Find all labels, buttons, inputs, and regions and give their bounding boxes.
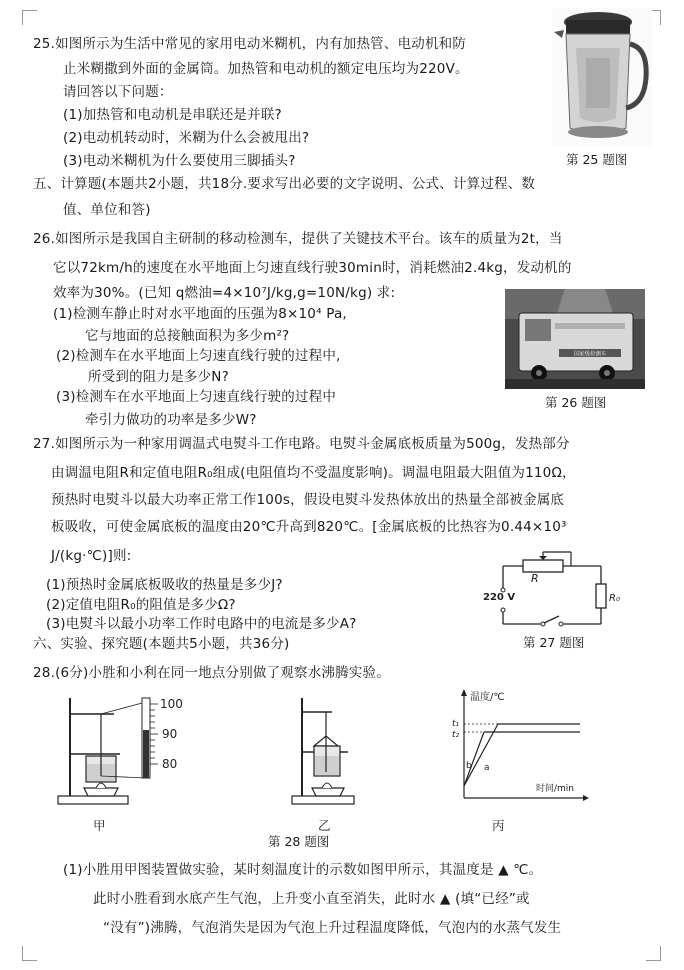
q28-sub-1b: 此时小胜看到水底产生气泡，上升变小直至消失，此时水 ▲ (填“已经”或 <box>93 891 530 907</box>
iron-circuit-diagram <box>483 548 633 638</box>
graph-y-axis-label: 温度/℃ <box>470 692 505 703</box>
q26-sub-1a: (1)检测车静止时对水平地面的压强为8×10⁴ Pa, <box>53 306 347 322</box>
figure-label-jia: 甲 <box>93 818 106 833</box>
q27-figure-caption: 第 27 题图 <box>523 635 585 650</box>
thermometer-tick-90: 90 <box>162 727 178 741</box>
q25-sub-1: (1)加热管和电动机是串联还是并联? <box>63 107 282 123</box>
thermometer-tick-80: 80 <box>162 757 178 771</box>
section6-heading: 六、实验、探究题(本题共5小题，共36分) <box>33 636 290 652</box>
q25-line-3: 请回答以下问题： <box>63 84 173 100</box>
figure-label-yi: 乙 <box>318 818 331 833</box>
figure-label-bing: 丙 <box>492 818 505 833</box>
apparatus-jia <box>56 690 196 810</box>
apparatus-yi <box>290 690 380 810</box>
q28-line-1: 28.(6分)小胜和小利在同一地点分别做了观察水沸腾实验。 <box>33 665 390 681</box>
q25-figure-caption: 第 25 题图 <box>566 152 628 167</box>
thermometer-tick-100: 100 <box>160 697 183 711</box>
q27-line-5: J/(kg·℃)]则: <box>51 548 132 564</box>
q28-figure-caption: 第 28 题图 <box>268 834 330 849</box>
q26-sub-2a: (2)检测车在水平地面上匀速直线行驶的过程中, <box>56 348 341 364</box>
q25-sub-2: (2)电动机转动时，米糊为什么会被甩出? <box>63 130 310 146</box>
graph-series-a-label: a <box>484 763 490 773</box>
graph-label-t1: t₁ <box>452 719 460 729</box>
rice-paste-machine-photo <box>552 8 652 146</box>
q26-sub-2b: 所受到的阻力是多少N? <box>88 369 229 385</box>
temperature-time-graph <box>440 686 590 812</box>
q25-sub-3: (3)电动米糊机为什么要使用三脚插头? <box>63 153 296 169</box>
circuit-label-220V: 220 V <box>483 592 516 603</box>
q25-line-2: 止米糊撒到外面的金属筒。加热管和电动机的额定电压均为220V。 <box>63 61 469 77</box>
section5-heading-line-2: 值、单位和答) <box>63 202 151 218</box>
graph-label-t2: t₂ <box>452 730 460 740</box>
q28-sub-1a: (1)小胜用甲图装置做实验，某时刻温度计的示数如图甲所示，其温度是 ▲ ℃。 <box>63 862 543 878</box>
graph-x-axis-label: 时间/min <box>536 784 575 794</box>
q27-line-2: 由调温电阻R和定值电阻R₀组成(电阻值均不受温度影响)。调温电阻最大阻值为110Ω， <box>51 465 576 481</box>
q27-sub-1: (1)预热时金属底板吸收的热量是多少J? <box>46 577 283 593</box>
q26-figure-caption: 第 26 题图 <box>545 395 607 410</box>
q28-sub-1c: “没有”)沸腾，气泡消失是因为气泡上升过程温度降低，气泡内的水蒸气发生 <box>103 920 562 936</box>
circuit-label-R: R <box>531 572 539 585</box>
graph-series-b-label: b <box>466 761 472 771</box>
q25-line-1: 25.如图所示为生活中常见的家用电动米糊机，内有加热管、电动机和防 <box>33 36 467 52</box>
q26-line-1: 26.如图所示是我国自主研制的移动检测车，提供了关键技术平台。该车的质量为2t，当 <box>33 231 563 247</box>
q27-sub-2: (2)定值电阻R₀的阻值是多少Ω? <box>46 597 236 613</box>
truck-side-text: 国家级检测车 <box>573 351 607 358</box>
crop-mark-bottom-left <box>22 946 37 961</box>
q26-line-2: 它以72km/h的速度在水平地面上匀速直线行驶30min时，消耗燃油2.4kg，发动机的 <box>53 260 572 276</box>
section5-heading-line-1: 五、计算题(本题共2小题，共18分.要求写出必要的文字说明、公式、计算过程、数 <box>33 176 536 192</box>
circuit-label-R0: R₀ <box>609 593 620 604</box>
graph-series-a-line <box>464 724 498 786</box>
q27-line-3: 预热时电熨斗以最大功率正常工作100s，假设电熨斗发热体放出的热量全部被金属底 <box>51 492 565 508</box>
graph-series-b-line <box>464 732 484 786</box>
q26-sub-1b: 它与地面的总接触面积为多少m²? <box>85 328 290 344</box>
crop-mark-bottom-right <box>646 946 661 961</box>
q26-sub-3b: 牵引力做功的功率是多少W? <box>85 412 257 428</box>
q27-line-1: 27.如图所示为一种家用调温式电熨斗工作电路。电熨斗金属底板质量为500g，发热部分 <box>33 436 570 452</box>
q27-line-4: 板吸收，可使金属底板的温度由20℃升高到820℃。[金属底板的比热容为0.44×10³ <box>51 519 567 535</box>
q26-line-3: 效率为30%。(已知 q燃油=4×10⁷J/kg,g=10N/kg) 求: <box>53 285 396 301</box>
q27-sub-3: (3)电熨斗以最小功率工作时电路中的电流是多少A? <box>46 616 357 632</box>
testing-vehicle-photo <box>505 289 645 389</box>
crop-mark-top-left <box>22 10 37 25</box>
q26-sub-3a: (3)检测车在水平地面上匀速直线行驶的过程中 <box>56 389 337 405</box>
